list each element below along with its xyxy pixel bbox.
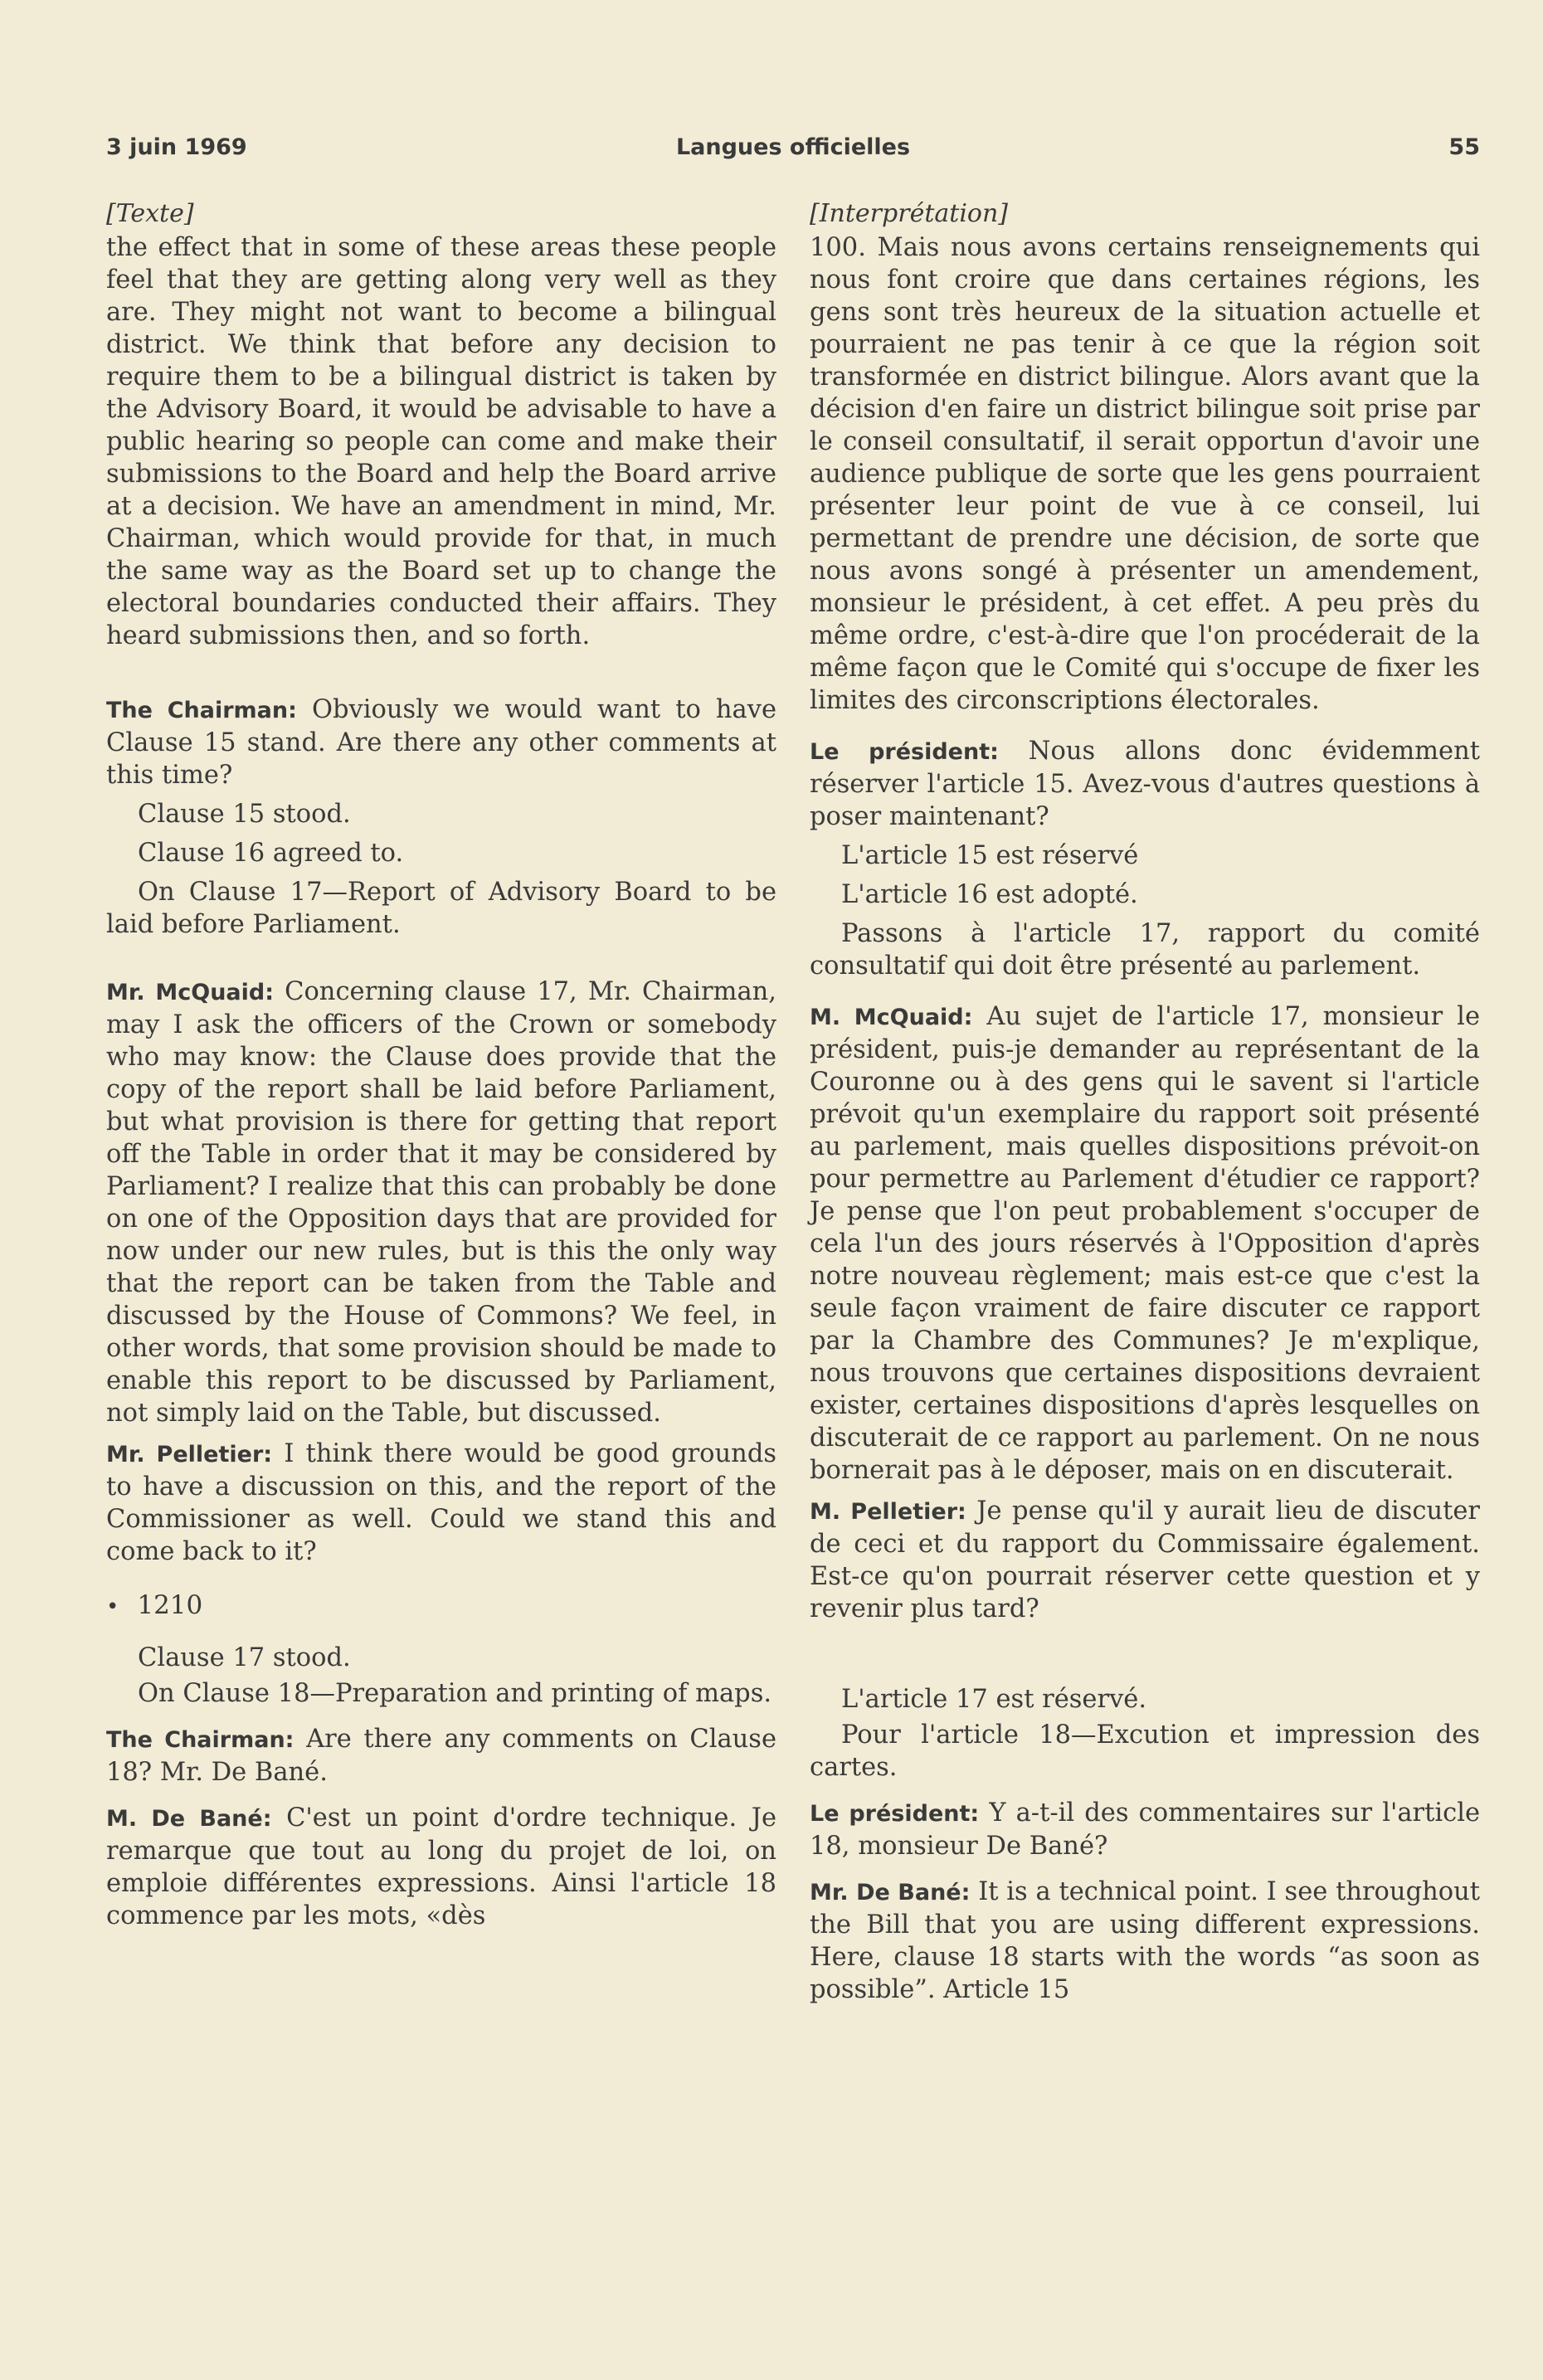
text-label: [Texte] (106, 199, 194, 228)
speaker-name: M. McQuaid: (810, 1005, 973, 1030)
speech-text: It is a technical point. I see throughout the Bill that you are using different expressions. Here, clause 18 starts with the words “as soon as possible”. Article 15 (810, 1877, 1480, 2004)
speaker-name: Mr. De Bané: (810, 1880, 971, 1905)
speaker-name: Le président: (810, 1801, 980, 1827)
speech-text: Obviously we would want to have Clause 15 stand. Are there any other comments at this time? (106, 695, 776, 790)
bullet-icon: • (106, 1594, 119, 1619)
clause-heading: On Clause 18—Preparation and printing of maps. (138, 1679, 772, 1708)
clause-status: Clause 15 stood. (138, 800, 351, 829)
time-value: 1210 (137, 1590, 203, 1620)
speech (810, 1797, 1480, 1862)
speech-text: I think there would be good grounds to have a discussion on this, and the report of the Commissioner as well. Could we stand this and come back to it? (106, 1439, 776, 1566)
time-marker (106, 1589, 776, 1623)
speaker-name: Le président: (810, 739, 999, 765)
clause-heading: On Clause 17—Report of Advisory Board to be laid before Parliament. (106, 878, 776, 939)
speech-text: Nous allons donc évidemment réserver l'article 15. Avez-vous d'autres questions à poser maintenant? (810, 737, 1481, 831)
speech (106, 1802, 776, 1932)
speech-text: Je pense qu'il y aurait lieu de discuter de ceci et du rapport du Commissaire également. Est-ce qu'on pourrait réserver cette question et y revenir plus tard? (810, 1497, 1480, 1623)
french-column (810, 197, 1480, 2006)
speech (810, 1495, 1480, 1625)
interpretation-label: [Interprétation] (810, 199, 1009, 228)
speaker-name: M. De Bané: (106, 1806, 272, 1832)
speaker-name: The Chairman: (106, 1727, 294, 1753)
speech (810, 1876, 1480, 2006)
speech (810, 1000, 1480, 1487)
speech (810, 735, 1480, 833)
clause-status: Clause 17 stood. (138, 1643, 351, 1672)
speech-text: Au sujet de l'article 17, monsieur le président, puis-je demander au représentant de la Couronne ou à des gens qui le savent si l'article prévoit qu'un exemplaire du rapport soit présenté au parlement, mais quelles dispositions prévoit-on pour permettre au Parlement d'étudier ce rapport? Je pense que l'on peut probablement s'occuper de cela l'un des jours réservés à l'Opposition d'après notre nouveau règlement; mais est-ce que c'est la seule façon vraiment de faire discuter ce rapport par la Chambre des Communes? Je m'explique, nous trouvons que certaines dispositions devraient exister, certaines dispositions d'après lesquelles on discuterait de ce rapport au parlement. On ne nous bornerait pas à le déposer, mais on en discuterait. (810, 1002, 1480, 1485)
page-header (106, 134, 1480, 168)
header-date: 3 juin 1969 (106, 134, 247, 160)
speech-text: C'est un point d'ordre technique. Je remarque que tout au long du projet de loi, on emploie différentes expressions. Ainsi l'article 18 commence par les mots, «dès (106, 1803, 777, 1930)
paragraph: 100. Mais nous avons certains renseignements qui nous font croire que dans certaines régions, les gens sont très heureux de la situation actuelle et pourraient ne pas tenir à ce que la région soit transformée en district bilingue. Alors avant que la décision d'en faire un district bilingue soit prise par le conseil consultatif, il serait opportun d'avoir une audience publique de sorte que les gens pourraient présenter leur point de vue à ce conseil, lui permettant de prendre une décision, de sorte que nous avons songé à présenter un amendement, monsieur le président, à cet effet. A peu près du même ordre, c'est-à-dire que l'on procéderait de la même façon que le Comité qui s'occupe de fixer les limites des circonscriptions électorales. (810, 233, 1480, 715)
speech-text: Y a-t-il des commentaires sur l'article 18, monsieur De Bané? (810, 1798, 1481, 1861)
speech-text: Concerning clause 17, Mr. Chairman, may I ask the officers of the Crown or somebody who may know: the Clause does provide that the copy of the report shall be laid before Parliament, but what provision is there for getting that report off the Table in order that it may be considered by Parliament? I realize that this can probably be done on one of the Opposition days that are provided for now under our new rules, but is this the only way that the report can be taken from the Table and discussed by the House of Commons? We feel, in other words, that some provision should be made to enable this report to be discussed by Parliament, not simply laid on the Table, but discussed. (106, 977, 776, 1428)
clause-status: L'article 17 est réservé. (841, 1685, 1147, 1714)
speaker-name: The Chairman: (106, 698, 297, 723)
speech (106, 1438, 776, 1568)
speaker-name: Mr. McQuaid: (106, 980, 275, 1005)
speaker-name: Mr. Pelletier: (106, 1442, 273, 1467)
clause-status: L'article 15 est réservé (841, 841, 1139, 870)
speech (106, 694, 776, 791)
speaker-name: M. Pelletier: (810, 1499, 966, 1525)
clause-status: L'article 16 est adopté. (841, 880, 1138, 909)
page-number: 55 (1448, 134, 1480, 160)
speech-text: Are there any comments on Clause 18? Mr. De Bané. (106, 1725, 776, 1787)
paragraph: the effect that in some of these areas these people feel that they are getting along very well as they are. They might not want to become a bilingual district. We think that before any decision to require them to be a bilingual district is taken by the Advisory Board, it would be advisable to have a public hearing so people can come and make their submissions to the Board and help the Board arrive at a decision. We have an amendment in mind, Mr. Chairman, which would provide for that, in much the same way as the Board set up to change the electoral boundaries conducted their affairs. They heard submissions then, and so forth. (106, 233, 776, 650)
english-column (106, 197, 776, 1932)
clause-heading: Passons à l'article 17, rapport du comité consultatif qui doit être présenté au parlement. (810, 919, 1480, 981)
clause-heading: Pour l'article 18—Excution et impression des cartes. (810, 1721, 1480, 1782)
speech (106, 1723, 776, 1789)
clause-status: Clause 16 agreed to. (138, 839, 404, 868)
journal-title: Langues officielles (675, 134, 911, 160)
speech (106, 976, 776, 1429)
